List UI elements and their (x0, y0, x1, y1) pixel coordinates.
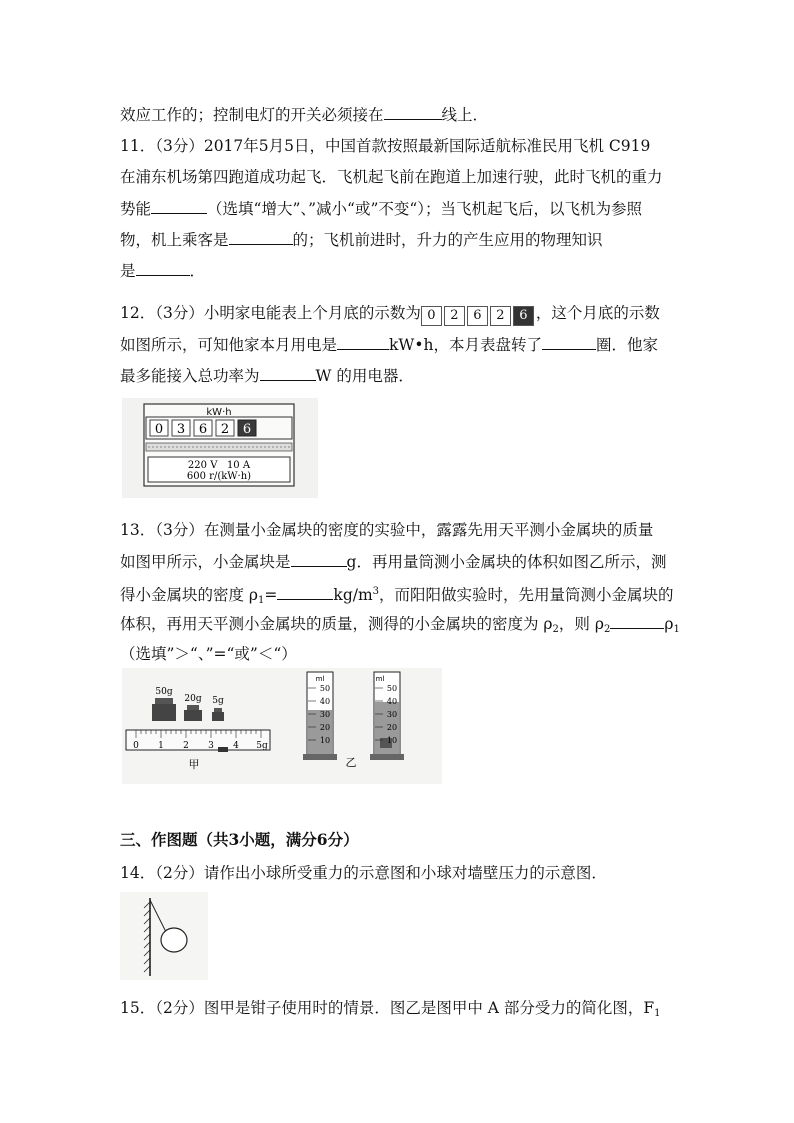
q13-line-1: 13．（3分）在测量小金属块的密度的实验中，露露先用天平测小金属块的质量 (120, 521, 654, 539)
balance-cylinder-drawing (122, 668, 442, 784)
q13-l4c: ρ (664, 615, 674, 633)
cyl-tick: 40 (319, 697, 331, 706)
section-3-title: 三、作图题（共3小题，满分6分） (120, 830, 359, 849)
q12-l3a: 最多能接入总功率为 (120, 367, 260, 385)
f1-sub: 1 (654, 1008, 661, 1019)
q11-l4b: 的；飞机前进时，升力的产生应用的物理知识 (292, 231, 603, 249)
q11-blank-2[interactable] (229, 229, 293, 245)
scale-tick: 2 (183, 741, 189, 751)
q13-line-4 (120, 613, 680, 640)
inline-digit: 2 (444, 306, 465, 326)
q12-l2b: kW•h，本月表盘转了 (389, 336, 542, 354)
q13-l3a: 得小金属块的密度 ρ (120, 586, 259, 604)
meter-digit: 3 (176, 422, 186, 437)
q12-blank-3[interactable] (260, 365, 316, 381)
q13-line-2 (120, 551, 680, 572)
cylinder-unit: ml (375, 675, 385, 683)
q10-tail (120, 104, 680, 125)
q11-l5a: 是 (120, 262, 136, 280)
rider (218, 747, 228, 752)
inline-digit: 0 (421, 306, 442, 326)
scale-tick: 3 (208, 741, 214, 751)
q11-blank-1[interactable] (151, 198, 207, 214)
string (150, 900, 166, 932)
rho-sub-1: 1 (258, 595, 265, 606)
inline-digit-decimal: 6 (513, 306, 534, 326)
q11-line-1: 11．（3分）2017年5月5日，中国首款按照最新国际适航标准民用飞机 C919 (120, 137, 651, 155)
q11-l3b: （选填“增大”、”减小“或”不变“）；当飞机起飞后，以飞机为参照 (207, 200, 643, 218)
q12-l2a: 如图所示，可知他家本月用电是 (120, 336, 338, 354)
cyl-tick: 20 (319, 723, 331, 732)
q10-blank[interactable] (384, 104, 442, 120)
q13-line-5: （选填”＞“、”=“或”＜“） (120, 645, 297, 663)
cyl-tick: 30 (319, 710, 331, 719)
q12-l3b: W 的用电器． (315, 367, 414, 385)
q11-blank-3[interactable] (136, 260, 190, 276)
q14-text: 14．（2分）请作出小球所受重力的示意图和小球对墙壁压力的示意图． (120, 864, 607, 882)
ball-wall-drawing (120, 892, 208, 980)
ball (161, 928, 187, 952)
cyl-tick: 10 (319, 736, 331, 745)
cyl-tick: 40 (386, 697, 398, 706)
meter-unit-label: kW·h (206, 407, 232, 418)
meter-digit: 6 (198, 422, 208, 437)
q13-l3d: ，而阳阳做实验时，先用量筒测小金属块的 (379, 586, 674, 604)
q13-l4a: 体积，再用天平测小金属块的质量，测得的小金属块的密度为 ρ (120, 615, 553, 633)
meter-spec-voltage: 220 V 10 A (187, 460, 251, 471)
weight-label: 5g (212, 696, 224, 706)
q11-l3a: 势能 (120, 200, 152, 218)
meter-digit: 0 (154, 422, 164, 437)
rho-sub-1b: 1 (673, 624, 680, 635)
q12-l1a: 12．（3分）小明家电能表上个月底的示数为 (120, 304, 421, 322)
q13-blank-2[interactable] (277, 584, 333, 600)
cyl-tick: 20 (386, 723, 398, 732)
inline-digit: 6 (467, 306, 488, 326)
q13-l4b: ，则 ρ (558, 615, 604, 633)
rho-sub-2: 2 (552, 624, 559, 635)
q12-l2c: 圈．他家 (595, 336, 658, 354)
scale-tick: 0 (133, 741, 139, 751)
q13-blank-1[interactable] (291, 551, 347, 567)
q13-l3b: = (264, 586, 278, 604)
unit-sup-3: 3 (372, 586, 380, 597)
figure-label-yi: 乙 (345, 756, 357, 769)
meter-spec-rev: 600 r/(kW·h) (186, 471, 252, 482)
weight-label: 20g (184, 694, 202, 704)
q12-blank-1[interactable] (337, 334, 389, 350)
q13-blank-3[interactable] (610, 613, 664, 629)
q11-l5b: ． (189, 262, 206, 280)
q11-line-5 (120, 260, 680, 281)
scale-tick: 1 (158, 741, 164, 751)
weight-label: 50g (155, 687, 173, 697)
inline-digit: 2 (490, 306, 511, 326)
electric-meter-figure (122, 398, 318, 498)
scale-tick: 5g (256, 741, 268, 751)
cyl-tick: 10 (386, 736, 398, 745)
q15-text (120, 998, 680, 1024)
q10-suffix: 线上． (441, 106, 489, 124)
cylinder-unit: ml (315, 675, 325, 683)
q12-line-1 (120, 303, 680, 324)
q11-l4a: 物，机上乘客是 (120, 231, 229, 249)
q12-blank-2[interactable] (542, 334, 596, 350)
q12-l1b: ，这个月底的示数 (535, 304, 660, 322)
q11-line-3 (120, 198, 680, 219)
meter-digit-decimal: 6 (242, 422, 252, 437)
cyl-tick: 50 (319, 684, 331, 693)
scale-tick: 4 (233, 741, 239, 751)
q12-line-2 (120, 334, 680, 355)
q13-line-3 (120, 582, 680, 611)
cyl-tick: 50 (386, 684, 398, 693)
figure-label-jia: 甲 (188, 758, 200, 771)
balance-and-cylinder-figure (122, 668, 442, 784)
inline-meter-reading (421, 304, 536, 324)
rho-sub-2b: 2 (603, 624, 611, 635)
q15-main: 15．（2分）图甲是钳子使用时的情景．图乙是图甲中 A 部分受力的简化图，F (120, 999, 655, 1017)
meter-digit: 2 (220, 422, 230, 437)
q12-line-3 (120, 365, 680, 386)
ball-wall-figure (120, 892, 208, 980)
q10-text: 效应工作的；控制电灯的开关必须接在 (120, 106, 384, 124)
q13-l2a: 如图甲所示，小金属块是 (120, 553, 291, 571)
q11-line-4 (120, 229, 680, 250)
cyl-tick: 30 (386, 710, 398, 719)
electric-meter-drawing (122, 398, 318, 498)
q11-line-2: 在浦东机场第四跑道成功起飞．飞机起飞前在跑道上加速行驶，此时飞机的重力 (120, 168, 663, 186)
q13-l3c: kg/m (333, 586, 373, 604)
q13-l2b: g．再用量筒测小金属块的体积如图乙所示，测 (346, 553, 667, 571)
